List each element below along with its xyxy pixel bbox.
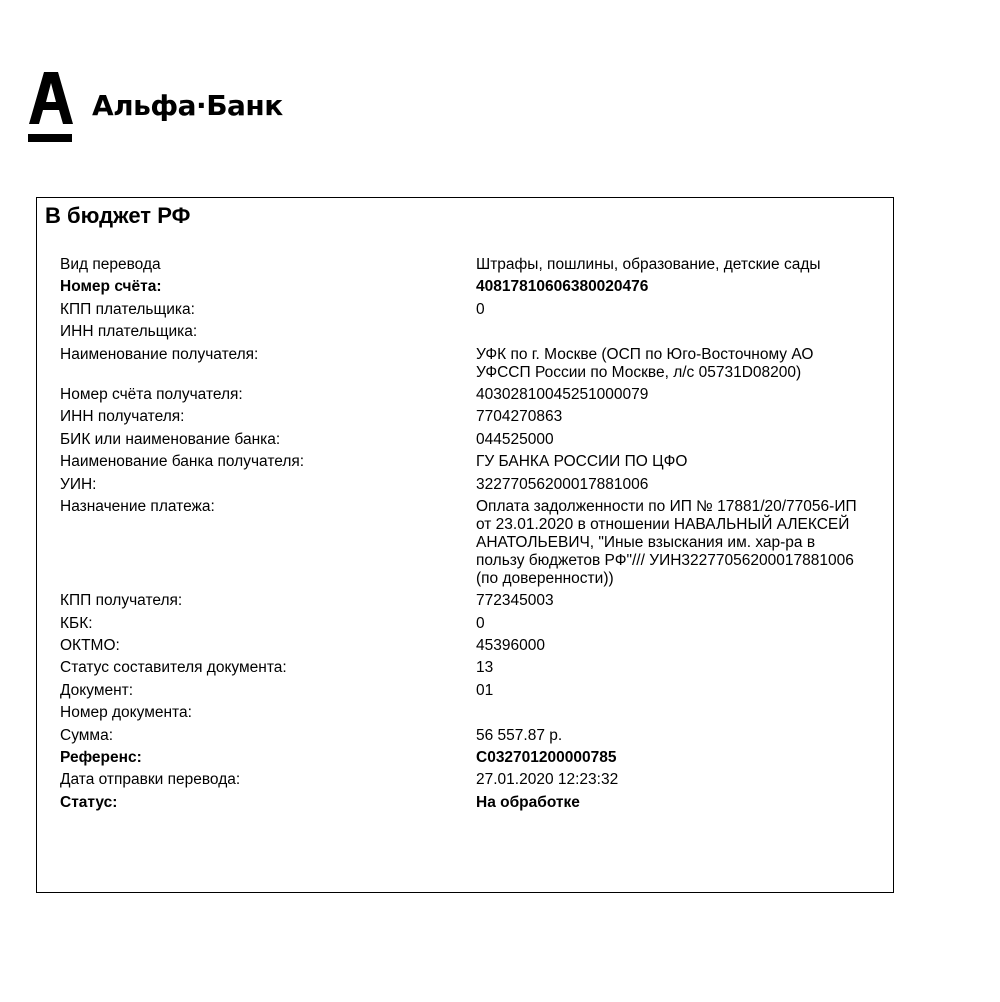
bank-name: Альфа·Банк xyxy=(92,89,283,122)
detail-row xyxy=(60,301,870,319)
detail-label: Документ: xyxy=(60,681,134,699)
detail-value: На обработке xyxy=(476,793,580,811)
detail-label: Наименование банка получателя: xyxy=(60,453,305,471)
alfa-bank-logo-icon xyxy=(28,66,74,146)
detail-row xyxy=(60,704,870,722)
detail-label: ИНН плательщика: xyxy=(60,323,198,341)
detail-row xyxy=(60,453,870,471)
detail-value: 13 xyxy=(476,659,494,677)
detail-value xyxy=(476,323,864,341)
card-title: В бюджет РФ xyxy=(45,203,191,228)
detail-label: Номер счёта получателя: xyxy=(60,385,243,403)
detail-label: Референс: xyxy=(60,749,142,767)
detail-row xyxy=(60,794,870,812)
detail-row xyxy=(60,682,870,700)
detail-row xyxy=(60,408,870,426)
detail-row xyxy=(60,727,870,745)
detail-row xyxy=(60,323,870,341)
detail-value: C032701200000785 xyxy=(476,749,617,767)
detail-label: Вид перевода xyxy=(60,256,161,273)
detail-label: Номер счёта: xyxy=(60,278,162,296)
detail-row xyxy=(60,256,870,274)
detail-label: ОКТМО: xyxy=(60,637,120,655)
detail-row xyxy=(60,592,870,610)
detail-label: Статус: xyxy=(60,793,118,811)
detail-label: Наименование получателя: xyxy=(60,345,259,363)
detail-row xyxy=(60,749,870,767)
detail-value: 45396000 xyxy=(476,637,545,655)
detail-row xyxy=(60,615,870,633)
detail-label: Сумма: xyxy=(60,726,114,744)
detail-value: 7704270863 xyxy=(476,408,563,426)
detail-row xyxy=(60,476,870,494)
details-list xyxy=(60,256,870,816)
detail-value: 40302810045251000079 xyxy=(476,385,649,403)
detail-row xyxy=(60,278,870,296)
bank-logo xyxy=(28,66,283,146)
detail-value: ГУ БАНКА РОССИИ ПО ЦФО xyxy=(476,453,688,471)
detail-label: Дата отправки перевода: xyxy=(60,771,241,789)
detail-row xyxy=(60,346,870,382)
detail-label: УИН: xyxy=(60,475,97,493)
detail-label: БИК или наименование банка: xyxy=(60,430,281,448)
detail-label: ИНН получателя: xyxy=(60,408,185,426)
detail-label: Номер документа: xyxy=(60,704,192,722)
transfer-details-card xyxy=(36,197,894,893)
detail-value: 0 xyxy=(476,300,485,318)
detail-value: 32277056200017881006 xyxy=(476,475,649,493)
detail-value: 044525000 xyxy=(476,430,554,448)
detail-row xyxy=(60,637,870,655)
detail-row xyxy=(60,771,870,789)
detail-label: Назначение платежа: xyxy=(60,497,215,515)
detail-value: 56 557.87 р. xyxy=(476,726,563,744)
detail-value: 01 xyxy=(476,681,494,699)
detail-row xyxy=(60,386,870,404)
detail-value: Оплата задолженности по ИП № 17881/20/77056-ИП от 23.01.2020 в отношении НАВАЛЬНЫЙ АЛЕКСЕЙ АНАТОЛЬЕВИЧ, "Иные взыскания им. хар-ра в пользу бюджетов РФ"/// УИН32277056200017881006 (по доверенности)) xyxy=(476,497,857,587)
detail-row xyxy=(60,431,870,449)
detail-label: КПП плательщика: xyxy=(60,300,195,318)
detail-value xyxy=(476,704,864,722)
detail-value: УФК по г. Москве (ОСП по Юго-Восточному АО УФССП России по Москве, л/с 05731D08200) xyxy=(476,345,814,381)
detail-value: 40817810606380020476 xyxy=(476,278,649,296)
detail-value: 27.01.2020 12:23:32 xyxy=(476,771,619,789)
detail-value: 0 xyxy=(476,614,485,632)
detail-row xyxy=(60,498,870,588)
detail-label: Статус составителя документа: xyxy=(60,659,287,677)
detail-value: 772345003 xyxy=(476,592,554,610)
detail-label: КБК: xyxy=(60,614,93,632)
detail-row xyxy=(60,659,870,677)
detail-label: КПП получателя: xyxy=(60,592,183,610)
detail-value: Штрафы, пошлины, образование, детские сады xyxy=(476,256,821,273)
